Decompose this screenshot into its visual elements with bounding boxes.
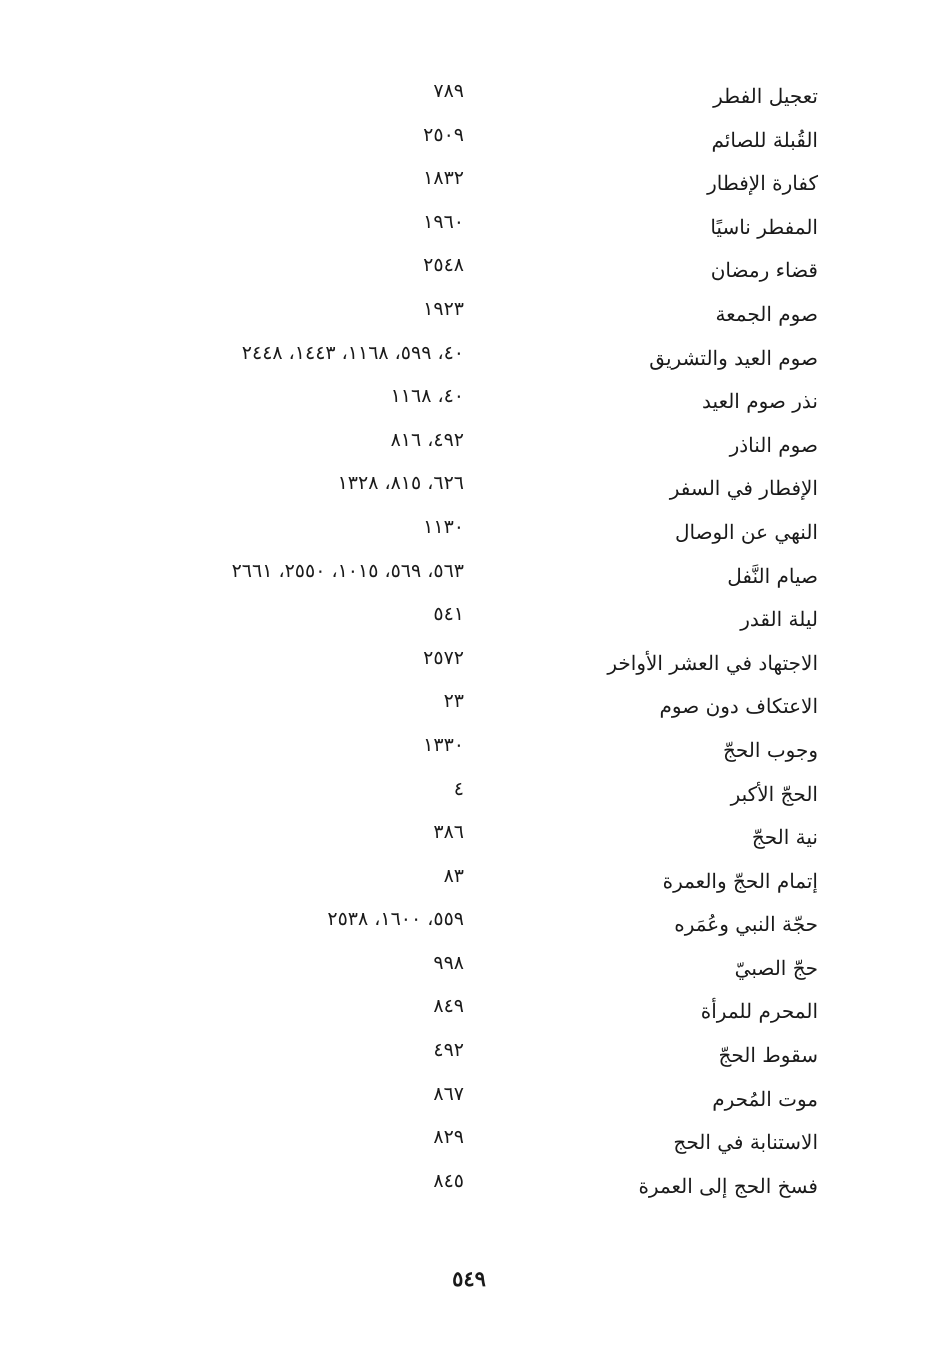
entry-topic: صيام النَّفل: [727, 563, 818, 588]
entry-topic: الحجّ الأكبر: [730, 781, 818, 806]
entry-topic: قضاء رمضان: [710, 258, 818, 283]
index-entry: [0, 207, 938, 251]
entry-topic: صوم الناذر: [729, 432, 818, 457]
entry-references: ١٣٣٠: [423, 733, 464, 756]
entry-references: ٤٩٢: [433, 1039, 464, 1062]
entry-references: ٣٨٦: [433, 821, 464, 844]
entry-references: ٨٤٩: [433, 995, 464, 1018]
entry-topic: النهي عن الوصال: [674, 519, 818, 544]
index-entry: [0, 817, 938, 861]
entry-topic: صوم الجمعة: [715, 301, 818, 326]
index-entry: [0, 599, 938, 643]
entry-topic: وجوب الحجّ: [722, 737, 818, 762]
index-entry: [0, 861, 938, 905]
entry-topic: المحرم للمرأة: [700, 999, 818, 1024]
entry-topic: تعجيل الفطر: [713, 84, 818, 108]
entry-topic: نية الحجّ: [751, 825, 818, 850]
entry-references: ١٨٣٢: [423, 167, 464, 190]
index-entry: [0, 1035, 938, 1079]
entry-references: ٥٥٩، ١٦٠٠، ٢٥٣٨: [327, 908, 464, 931]
entry-references: ٢٣: [443, 690, 464, 713]
entry-topic: الاستنابة في الحج: [673, 1130, 818, 1155]
index-entry: [0, 425, 938, 469]
entry-topic: الاعتكاف دون صوم: [659, 694, 818, 719]
entry-references: ٨٤٥: [433, 1169, 464, 1192]
entry-topic: حجّة النبي وعُمَره: [674, 912, 818, 937]
entry-references: ٢٥٤٨: [423, 254, 464, 277]
index-entry: [0, 948, 938, 992]
entry-topic: سقوط الحجّ: [718, 1043, 818, 1068]
page-number: ٥٤٩: [452, 1266, 486, 1291]
entry-references: ٦٢٦، ٨١٥، ١٣٢٨: [337, 472, 464, 495]
index-entry: [0, 294, 938, 338]
index-entry: [0, 76, 938, 120]
index-entry: [0, 512, 938, 556]
index-entry: [0, 556, 938, 600]
entry-topic: موت المُحرم: [712, 1086, 818, 1111]
entry-topic: الإفطار في السفر: [669, 476, 818, 501]
index-entry: [0, 774, 938, 818]
entry-references: ٧٨٩: [433, 80, 464, 102]
entry-topic: فسخ الحج إلى العمرة: [638, 1173, 818, 1198]
index-entry: [0, 1079, 938, 1123]
entry-references: ١٩٢٣: [423, 297, 464, 320]
index-entry: [0, 381, 938, 425]
index-entry: [0, 904, 938, 948]
entry-references: ٤٩٢، ٨١٦: [390, 428, 464, 451]
entry-topic: المفطر ناسيًا: [710, 214, 818, 239]
index-list: [0, 76, 938, 1209]
entry-references: ٨٣: [443, 864, 464, 887]
entry-references: ٩٩٨: [433, 951, 464, 974]
entry-references: ٨٢٩: [433, 1126, 464, 1149]
entry-references: ٥٤١: [433, 603, 464, 626]
entry-references: ٢٥٠٩: [423, 123, 464, 146]
entry-references: ٤٠، ١١٦٨: [390, 385, 464, 408]
entry-topic: صوم العيد والتشريق: [649, 345, 818, 370]
index-entry: [0, 338, 938, 382]
entry-references: ١٩٦٠: [423, 210, 464, 233]
index-entry: [0, 163, 938, 207]
entry-topic: كفارة الإفطار: [707, 171, 818, 196]
entry-references: ٢٥٧٢: [423, 646, 464, 669]
index-entry: [0, 120, 938, 164]
entry-topic: نذر صوم العيد: [702, 389, 818, 414]
index-entry: [0, 730, 938, 774]
index-entry: [0, 643, 938, 687]
entry-topic: ليلة القدر: [740, 607, 818, 632]
entry-references: ٥٦٣، ٥٦٩، ١٠١٥، ٢٥٥٠، ٢٦٦١: [231, 559, 464, 582]
index-entry: [0, 686, 938, 730]
index-entry: [0, 1122, 938, 1166]
entry-topic: الاجتهاد في العشر الأواخر: [607, 650, 818, 675]
entry-references: ٤٠، ٥٩٩، ١١٦٨، ١٤٤٣، ٢٤٤٨: [241, 341, 464, 364]
index-entry: [0, 468, 938, 512]
entry-references: ٤: [453, 777, 464, 800]
entry-topic: إتمام الحجّ والعمرة: [662, 868, 818, 893]
index-entry: [0, 250, 938, 294]
index-entry: [0, 1166, 938, 1210]
entry-topic: القُبلة للصائم: [711, 127, 818, 152]
entry-topic: حجّ الصبيّ: [734, 955, 818, 980]
index-entry: [0, 991, 938, 1035]
entry-references: ٨٦٧: [433, 1082, 464, 1105]
entry-references: ١١٣٠: [423, 515, 464, 538]
